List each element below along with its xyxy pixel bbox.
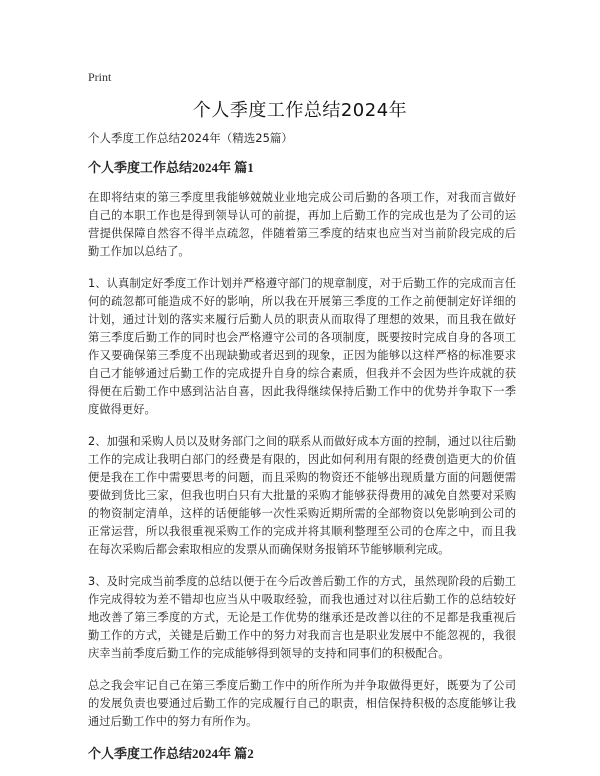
document-subtitle: 个人季度工作总结2024年（精选25篇）: [88, 131, 293, 145]
paragraph-conclusion: 总之我会牢记自己在第三季度后勤工作中的所作所为并争取做得更好，既要为了公司的发展负责也要通过后勤工作的完成履行自己的职责，相信保持积极的态度能够让我通过后勤工作中的努力有所作为。: [88, 679, 516, 728]
page-title: 个人季度工作总结2024年: [192, 100, 408, 121]
print-link[interactable]: Print: [88, 70, 112, 84]
section-heading-1: 个人季度工作总结2024年 篇1: [88, 160, 254, 175]
paragraph-point-2: 2、加强和采购人员以及财务部门之间的联系从而做好成本方面的控制，通过以往后勤工作的完成让我明白部门的经费是有限的，因此如何利用有限的经费创造更大的价值便是我在工作中需要思考的问题，而且采购的物资还不能够出现质量方面的问题便需要做到货比三家，但我也明白只有大批量的采购才能够获得费用的减免自然要对采购的物资制定清单，这样的话便能够一次性采购近期所需的全部物资以免影响到公司的正常运营，所以我很重视采购工作的完成并将其顺利整理至公司的仓库之中，而且我在每次采购后都会索取相应的发票从而确保财务报销环节能够顺利完成。: [88, 435, 516, 556]
paragraph-point-1: 1、认真制定好季度工作计划并严格遵守部门的规章制度，对于后勤工作的完成而言任何的疏忽都可能造成不好的影响，所以我在开展第三季度的工作之前便制定好详细的计划，通过计划的落实来履行后勤人员的职责从而取得了理想的效果，而且我在做好第三季度后勤工作的同时也会严格遵守公司的各项制度，既要按时完成自身的各项工作又要确保第三季度不出现缺勤或者迟到的现象，正因为能够以这样严格的标准要求自己才能够通过后勤工作的完成提升自身的综合素质，但我并不会因为些许成就的获得便在后勤工作中感到沾沾自喜，因此我得继续保持后勤工作中的优势并争取下一季度做得更好。: [88, 277, 516, 416]
paragraph-point-3: 3、及时完成当前季度的总结以便于在今后改善后勤工作的方式，虽然现阶段的后勤工作完成得较为差不错却也应当从中吸取经验，而我也通过对以往后勤工作的总结较好地改善了第三季度的方式，无论是工作优势的继承还是改善以往的不足都是我重视后勤工作的方式，关键是后勤工作中的努力对我而言也是职业发展中不能忽视的，我很庆幸当前季度后勤工作的完成能够得到领导的支持和同事们的积极配合。: [88, 575, 516, 660]
paragraph-intro: 在即将结束的第三季度里我能够兢兢业业地完成公司后勤的各项工作，对我而言做好自己的本职工作也是得到领导认可的前提，再加上后勤工作的完成也是为了公司的运营提供保障自然容不得半点疏忽，伴随着第三季度的结束也应当对当前阶段完成的后勤工作加以总结了。: [88, 191, 516, 258]
document-body: [88, 130, 516, 775]
section-heading-2: 个人季度工作总结2024年 篇2: [88, 746, 254, 761]
